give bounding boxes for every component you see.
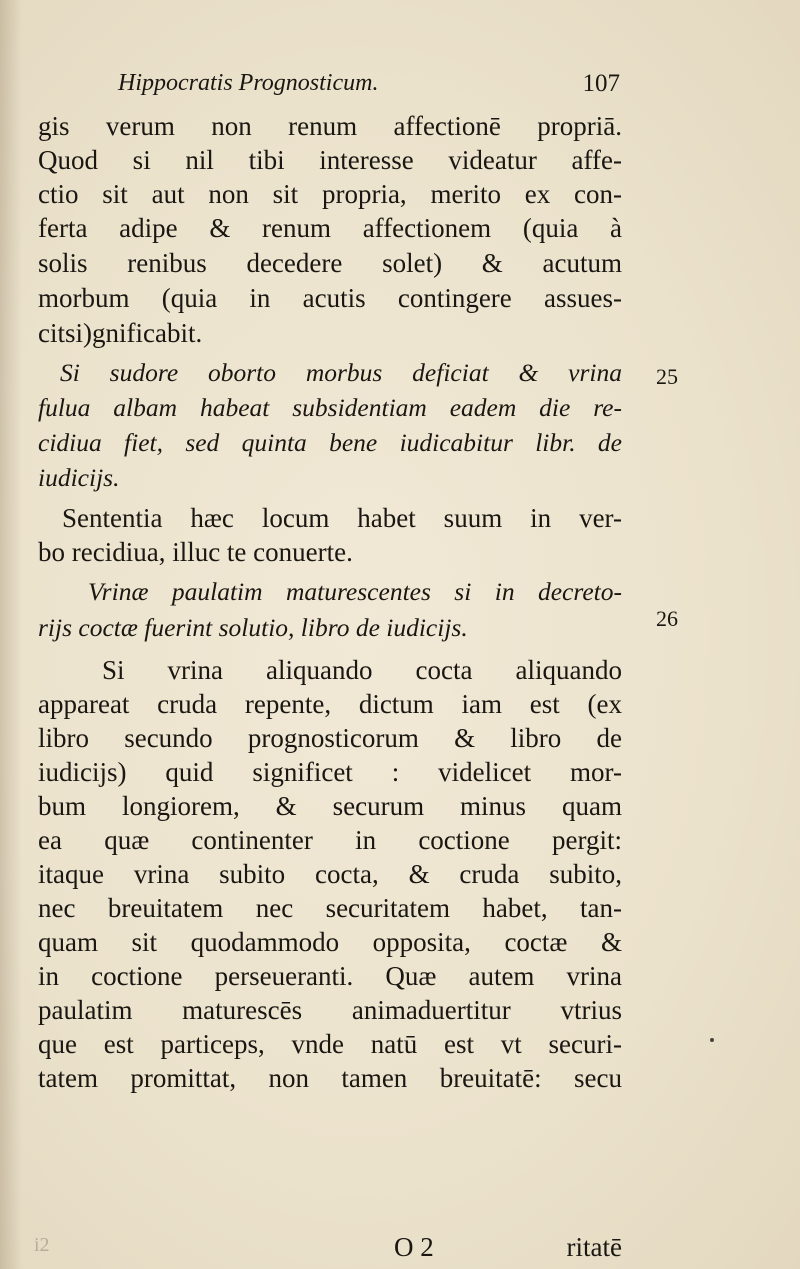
running-header xyxy=(118,70,620,106)
italic-line: cidiua fiet, sed quinta bene iudicabitur libr. de xyxy=(38,428,622,457)
text-line: itaque vrina subito cocta, & cruda subito, xyxy=(38,859,622,889)
margin-number: 25 xyxy=(656,364,678,389)
gutter-shadow xyxy=(0,0,22,1269)
text-line: quam sit quodammodo opposita, coctæ & xyxy=(38,927,622,957)
text-line: gis verum non renum affectionē propriā. xyxy=(38,111,622,141)
italic-line: Si sudore oborto morbus deficiat & vrina xyxy=(60,358,622,387)
text-line: paulatim maturescēs animaduertitur vtrius xyxy=(38,995,622,1025)
catchword: ritatē xyxy=(566,1232,622,1262)
text-line: in coctione perseueranti. Quæ autem vrina xyxy=(38,961,622,991)
text-line: iudicijs) quid significet : videlicet mor- xyxy=(38,757,622,787)
italic-line: fulua albam habeat subsidentiam eadem die re- xyxy=(38,393,622,422)
signature-mark: O 2 xyxy=(394,1232,434,1262)
text-line: libro secundo prognosticorum & libro de xyxy=(38,723,622,753)
text-line: Si vrina aliquando cocta aliquando xyxy=(102,655,622,685)
text-line: Quod si nil tibi interesse videatur affe- xyxy=(38,145,622,175)
ink-speck xyxy=(710,1038,714,1042)
text-line: appareat cruda repente, dictum iam est (ex xyxy=(38,689,622,719)
page-number: 107 xyxy=(582,70,620,97)
text-line: que est particeps, vnde natū est vt securi- xyxy=(38,1029,622,1059)
text-line: nec breuitatem nec securitatem habet, tan- xyxy=(38,893,622,923)
italic-line: Vrinæ paulatim maturescentes si in decreto- xyxy=(88,577,622,606)
text-line: ea quæ continenter in coctione pergit: xyxy=(38,825,622,855)
running-title: Hippocratis Prognosticum. xyxy=(118,70,379,96)
text-line: Sententia hæc locum habet suum in ver- xyxy=(62,503,622,533)
margin-number: 26 xyxy=(656,606,678,631)
text-line: bum longiorem, & securum minus quam xyxy=(38,791,622,821)
italic-line: iudicijs. xyxy=(38,463,120,492)
text-line: morbum (quia in acutis contingere assues- xyxy=(38,283,622,313)
show-through-mark: i2 xyxy=(34,1234,50,1256)
text-line: solis renibus decedere solet) & acutum xyxy=(38,248,622,278)
italic-line: rijs coctæ fuerint solutio, libro de iudicijs. xyxy=(38,613,468,642)
text-line: bo recidiua, illuc te conuerte. xyxy=(38,537,353,567)
text-line: ferta adipe & renum affectionem (quia à xyxy=(38,213,622,243)
text-line: ctio sit aut non sit propria, merito ex con- xyxy=(38,179,622,209)
text-line: tatem promittat, non tamen breuitatē: secu xyxy=(38,1063,622,1093)
text-line: citsi)gnificabit. xyxy=(38,318,203,348)
page-footer xyxy=(34,1232,622,1262)
